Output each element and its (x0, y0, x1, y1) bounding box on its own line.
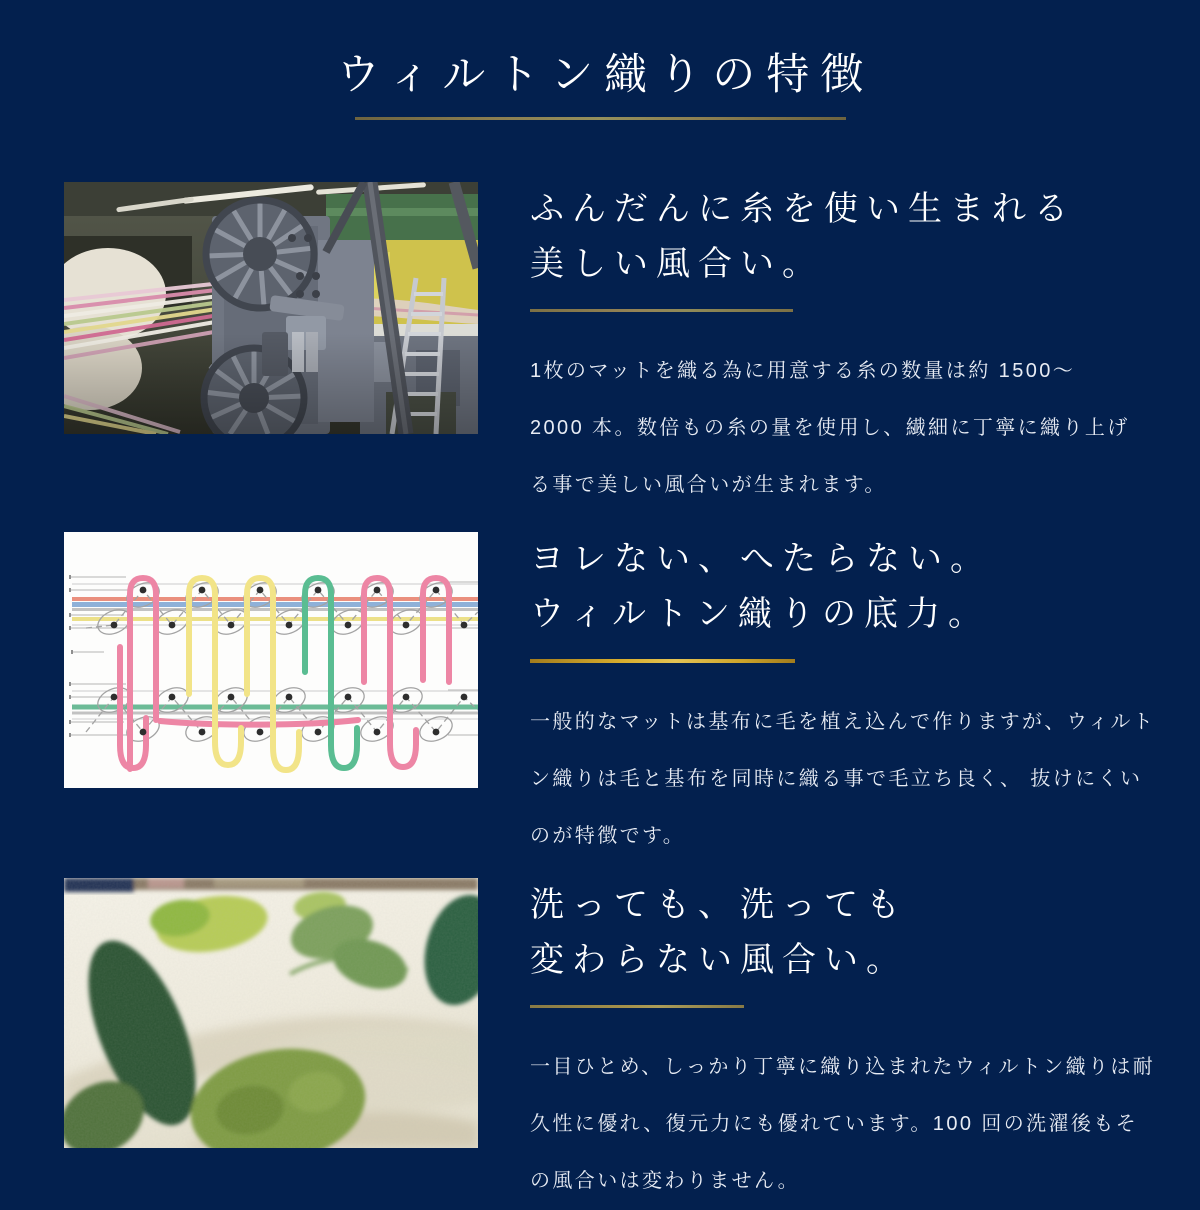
section-3-text (530, 878, 1160, 1210)
body-line: 1枚のマットを織る為に用意する糸の数量は約 1500〜 (530, 360, 1076, 382)
section-washable (64, 878, 1160, 1210)
page-title: ウィルトン織りの特徴 (336, 52, 875, 99)
washable-rug-photo (64, 878, 478, 1148)
body-line: の風合いは変わりません。 (530, 1170, 800, 1192)
section-yarn-texture (64, 182, 1160, 514)
section-3-heading-line-2: 変わらない風合い。 (530, 942, 908, 979)
section-1-body (530, 343, 1160, 514)
section-2-heading-line-2: ウィルトン織りの底力。 (530, 596, 990, 633)
section-3-heading-line-1: 洗っても、洗っても (530, 887, 908, 924)
section-1-heading-line-2: 美しい風合い。 (530, 246, 824, 283)
section-3-gold-underline (530, 1005, 744, 1008)
section-2-text (530, 532, 1160, 865)
section-durability (64, 532, 1160, 865)
section-2-heading-line-1: ヨレない、へたらない。 (530, 541, 992, 578)
body-line: 一目ひとめ、しっかり丁寧に織り込まれたウィルトン織りは耐 (530, 1056, 1156, 1078)
body-line: 久性に優れ、復元力にも優れています。100 回の洗濯後もそ (530, 1113, 1139, 1135)
body-line: 一般的なマットは基布に毛を植え込んで作りますが、ウィルト (530, 711, 1156, 733)
body-line: 2000 本。数倍もの糸の量を使用し、繊細に丁寧に織り上げ (530, 417, 1130, 439)
title-block (0, 0, 1200, 120)
section-1-gold-underline (530, 309, 793, 312)
body-line: ン織りは毛と基布を同時に織る事で毛立ち良く、 抜けにくい (530, 768, 1143, 790)
body-line: のが特徴です。 (530, 825, 686, 847)
body-line: る事で美しい風合いが生まれます。 (530, 474, 887, 496)
section-1-text (530, 182, 1160, 514)
section-2-gold-underline (530, 659, 795, 663)
title-underline (355, 117, 846, 120)
section-1-heading-line-1: ふんだんに糸を使い生まれる (530, 191, 1076, 228)
section-3-body (530, 1039, 1160, 1210)
wilton-loom-photo (64, 182, 478, 434)
section-2-body (530, 694, 1160, 865)
weave-structure-diagram (64, 532, 478, 788)
